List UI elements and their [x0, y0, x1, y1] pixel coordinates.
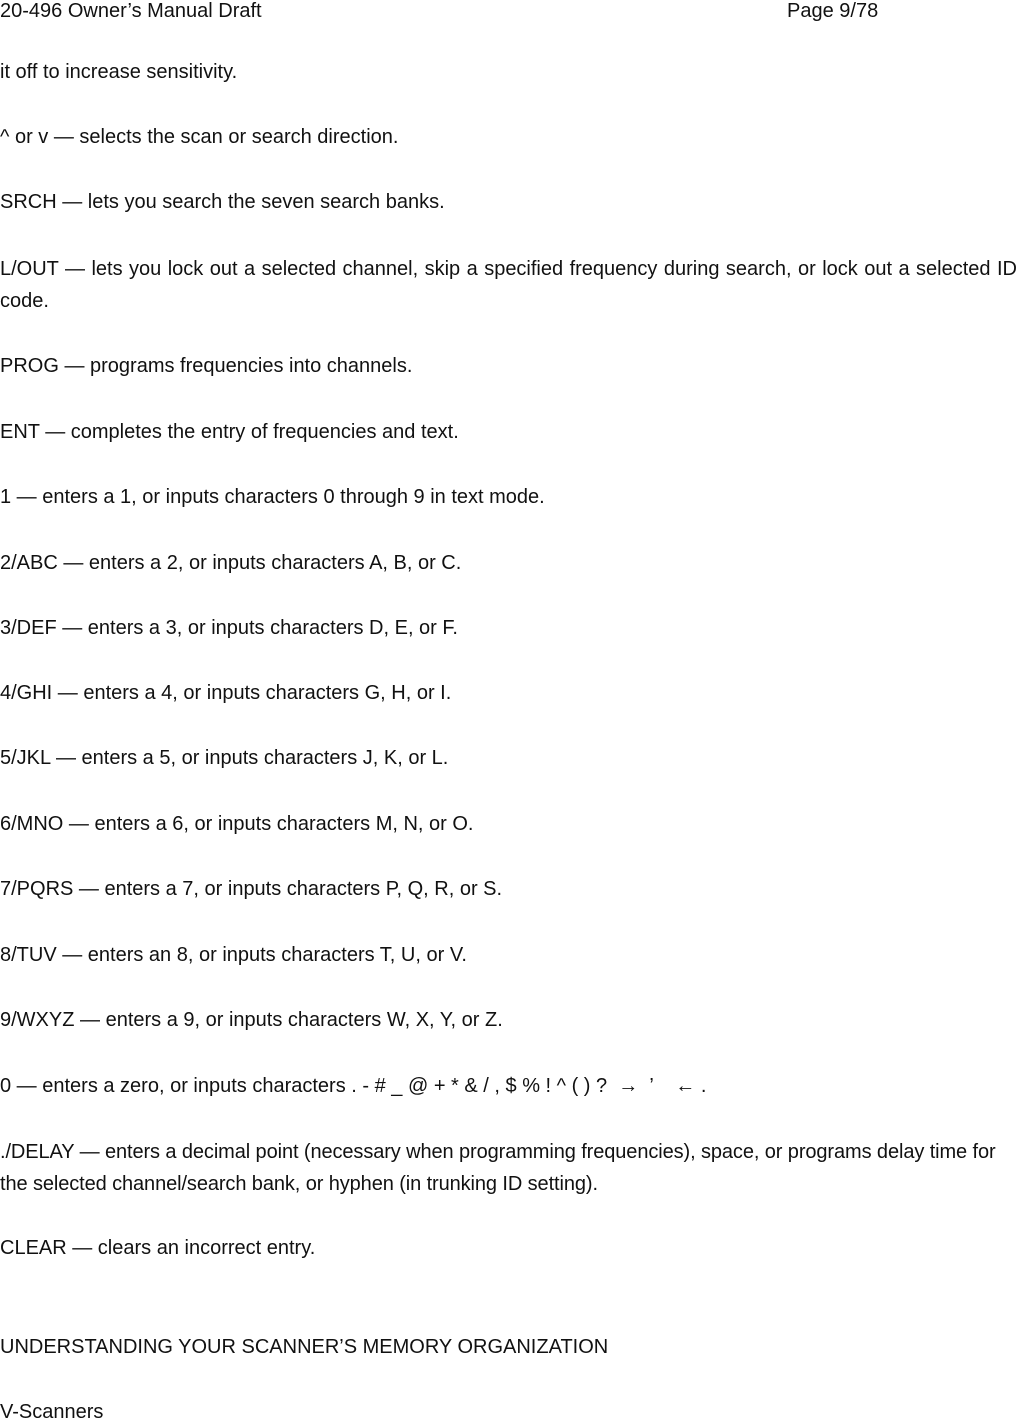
paragraph-direction: ^ or v — selects the scan or search direction.: [0, 126, 399, 148]
paragraph-key-6: 6/MNO — enters a 6, or inputs characters M, N, or O.: [0, 813, 474, 835]
paragraph-key-3: 3/DEF — enters a 3, or inputs characters D, E, or F.: [0, 617, 458, 639]
subsection-heading: V-Scanners: [0, 1401, 104, 1423]
paragraph-key-8: 8/TUV — enters an 8, or inputs characters T, U, or V.: [0, 944, 467, 966]
paragraph-key-0: 0 — enters a zero, or inputs characters . - # _ @ + * & / , $ % ! ^ ( ) ? → ’ ← .: [0, 1075, 707, 1097]
page-header: [0, 0, 1017, 26]
paragraph-ent: ENT — completes the entry of frequencies and text.: [0, 421, 459, 443]
paragraph-lout: L/OUT — lets you lock out a selected channel, skip a specified frequency during search, or lock out a selected ID code.: [0, 258, 1017, 312]
page-number: Page 9/78: [787, 0, 879, 22]
manual-title: 20-496 Owner’s Manual Draft: [0, 0, 262, 22]
paragraph-key-1: 1 — enters a 1, or inputs characters 0 through 9 in text mode.: [0, 486, 545, 508]
paragraph-sensitivity: it off to increase sensitivity.: [0, 61, 238, 83]
paragraph-clear: CLEAR — clears an incorrect entry.: [0, 1237, 316, 1259]
paragraph-key-4: 4/GHI — enters a 4, or inputs characters G, H, or I.: [0, 682, 452, 704]
section-heading: UNDERSTANDING YOUR SCANNER’S MEMORY ORGANIZATION: [0, 1336, 609, 1358]
paragraph-key-2: 2/ABC — enters a 2, or inputs characters A, B, or C.: [0, 552, 462, 574]
paragraph-key-9: 9/WXYZ — enters a 9, or inputs characters W, X, Y, or Z.: [0, 1009, 503, 1031]
paragraph-prog: PROG — programs frequencies into channels.: [0, 355, 413, 377]
paragraph-delay: ./DELAY — enters a decimal point (necessary when programming frequencies), space, or programs delay time for the selected channel/search bank, or hyphen (in trunking ID setting).: [0, 1141, 996, 1195]
paragraph-key-5: 5/JKL — enters a 5, or inputs characters J, K, or L.: [0, 747, 449, 769]
paragraph-srch: SRCH — lets you search the seven search banks.: [0, 191, 445, 213]
paragraph-key-7: 7/PQRS — enters a 7, or inputs characters P, Q, R, or S.: [0, 878, 503, 900]
